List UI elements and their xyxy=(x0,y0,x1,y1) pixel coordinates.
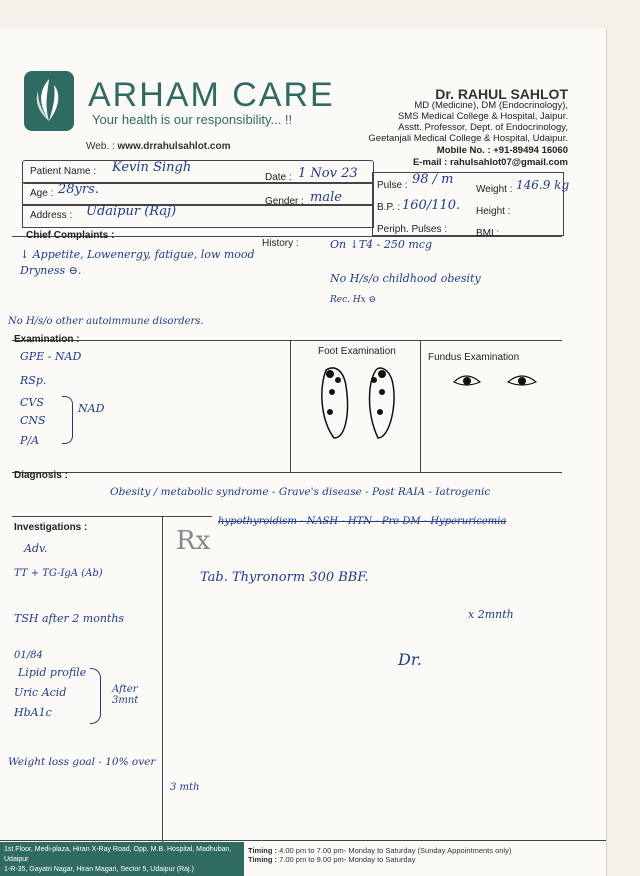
patient-name-value: Kevin Singh xyxy=(112,160,192,175)
rx-symbol: Rx xyxy=(176,526,211,556)
invest-line-1: Adv. xyxy=(24,542,48,555)
timing-label-2: Timing : xyxy=(248,855,278,864)
diagnosis-line-1: Obesity / metabolic syndrome - Grave's disease - Post RAIA - Iatrogenic xyxy=(110,486,491,498)
autoimmune-line: No H/s/o other autoimmune disorders. xyxy=(8,316,204,327)
doctor-qualification-3: Asstt. Professor, Dept. of Endocrinology, xyxy=(398,122,568,133)
eyes-diagram-icon xyxy=(452,370,542,395)
footer-address xyxy=(0,842,244,876)
bp-label: B.P. : xyxy=(377,202,401,213)
timing-1: 4.00 pm to 7.00 pm- Monday to Saturday (Sunday Appointments only) xyxy=(279,846,512,855)
website xyxy=(86,141,230,152)
bp-value: 160/110. xyxy=(402,198,461,213)
address-row xyxy=(22,204,374,228)
footer-timing xyxy=(248,846,511,864)
history-line-3: Rec. Hx ⊖ xyxy=(330,295,377,305)
footer-address-1: 1st Floor, Medi-plaza, Hiran X-Ray Road, Opp. M.B. Hospital, Madhuban, Udaipur xyxy=(4,846,232,863)
address-value: Udaipur (Raj) xyxy=(86,204,177,219)
history-line-2: No H/s/o childhood obesity xyxy=(330,272,481,285)
timing-2: 7.00 pm to 9.00 pm- Monday to Saturday xyxy=(279,855,416,864)
height-label: Height : xyxy=(476,206,511,217)
pulse-value: 98 / m xyxy=(412,172,454,187)
after-bmi-note: After 3mnt xyxy=(112,684,139,706)
address-label: Address : xyxy=(30,210,73,221)
exam-line-4: CNS xyxy=(20,414,46,427)
chief-complaint-line-2: Dryness ⊖. xyxy=(20,264,82,277)
rx-line: Tab. Thyronorm 300 BBF. xyxy=(200,570,369,585)
leaf-logo-icon xyxy=(24,71,74,131)
history-label: History : xyxy=(262,238,299,249)
invest-line-6: Uric Acid xyxy=(14,686,67,699)
age-value: 28yrs. xyxy=(58,182,99,197)
date-value: 1 Nov 23 xyxy=(298,166,358,181)
feet-diagram-icon xyxy=(316,362,406,447)
tagline: Your health is our responsibility... !! xyxy=(92,112,293,127)
footer-divider xyxy=(0,840,606,841)
exam-line-3: CVS xyxy=(20,396,44,409)
exam-line-2: RSp. xyxy=(20,374,47,387)
patient-name-label: Patient Name : xyxy=(30,166,97,177)
doctor-name: Dr. RAHUL SAHLOT xyxy=(435,86,568,102)
doctor-qualification-1: MD (Medicine), DM (Endocrinology), xyxy=(414,100,568,111)
brand-name: ARHAM CARE xyxy=(88,76,335,114)
exam-line-1: GPE - NAD xyxy=(20,350,82,363)
divider-diagnosis xyxy=(12,472,562,473)
doctor-email: E-mail : rahulsahlot07@gmail.com xyxy=(413,157,568,168)
exam-bracket xyxy=(62,396,73,444)
invest-line-7: HbA1c xyxy=(14,706,52,719)
diagnosis-label: Diagnosis : xyxy=(14,470,68,481)
invest-line-3: TSH after 2 months xyxy=(14,612,125,625)
weight-value: 146.9 kg xyxy=(516,178,570,192)
exam-line-5: P/A xyxy=(20,434,40,447)
footer-address-2: 1-R-35, Gayatri Nagar, Hiran Magari, Sector 5, Udaipur (Raj.) xyxy=(4,866,194,873)
gender-value: male xyxy=(310,190,342,205)
weight-label: Weight : xyxy=(476,184,513,195)
rx-duration: x 2mnth xyxy=(468,608,514,621)
exam-divider-2 xyxy=(420,340,421,472)
invest-line-9: 3 mth xyxy=(170,782,200,793)
investigations-label: Investigations : xyxy=(14,522,88,533)
diagnosis-line-2: hypothyroidism - NASH - HTN - Pre DM - Hyperuricemia xyxy=(218,516,507,527)
doctor-qualification-4: Geetanjali Medical College & Hospital, Udaipur. xyxy=(368,133,568,144)
chief-complaints-label: Chief Complaints : xyxy=(26,230,115,241)
divider-exam xyxy=(12,340,562,341)
invest-bracket xyxy=(90,668,101,724)
invest-line-5: Lipid profile xyxy=(18,666,87,679)
age-label: Age : xyxy=(30,188,54,199)
doctor-signature: Dr. xyxy=(398,650,422,669)
exam-nad: NAD xyxy=(78,402,105,415)
invest-line-8: Weight loss goal - 10% over xyxy=(8,756,156,768)
invest-divider xyxy=(162,516,163,842)
foot-exam-label: Foot Examination xyxy=(318,346,396,357)
bmi-label: BMI : xyxy=(476,228,500,239)
web-url: www.drrahulsahlot.com xyxy=(117,141,231,152)
chief-complaint-line-1: ↓ Appetite, Lowenergy, fatigue, low mood xyxy=(20,248,255,261)
history-line-1: On ↓T4 - 250 mcg xyxy=(330,238,432,251)
doctor-mobile: Mobile No. : +91-89494 16060 xyxy=(436,145,568,156)
invest-line-2: TT + TG-IgA (Ab) xyxy=(14,568,103,579)
doctor-qualification-2: SMS Medical College & Hospital, Jaipur. xyxy=(397,111,568,122)
web-label: Web. : xyxy=(86,141,115,152)
fundus-exam-label: Fundus Examination xyxy=(428,352,520,363)
date-label: Date : xyxy=(265,172,292,183)
exam-divider-1 xyxy=(290,340,291,472)
gender-label: Gender : xyxy=(265,196,304,207)
periph-pulses-label: Periph. Pulses : xyxy=(377,224,448,235)
pulse-label: Pulse : xyxy=(377,180,408,191)
timing-label: Timing : xyxy=(248,846,278,855)
invest-line-4: 01/84 xyxy=(14,650,43,661)
divider-investigations xyxy=(12,516,212,517)
examination-label: Examination : xyxy=(14,334,80,345)
